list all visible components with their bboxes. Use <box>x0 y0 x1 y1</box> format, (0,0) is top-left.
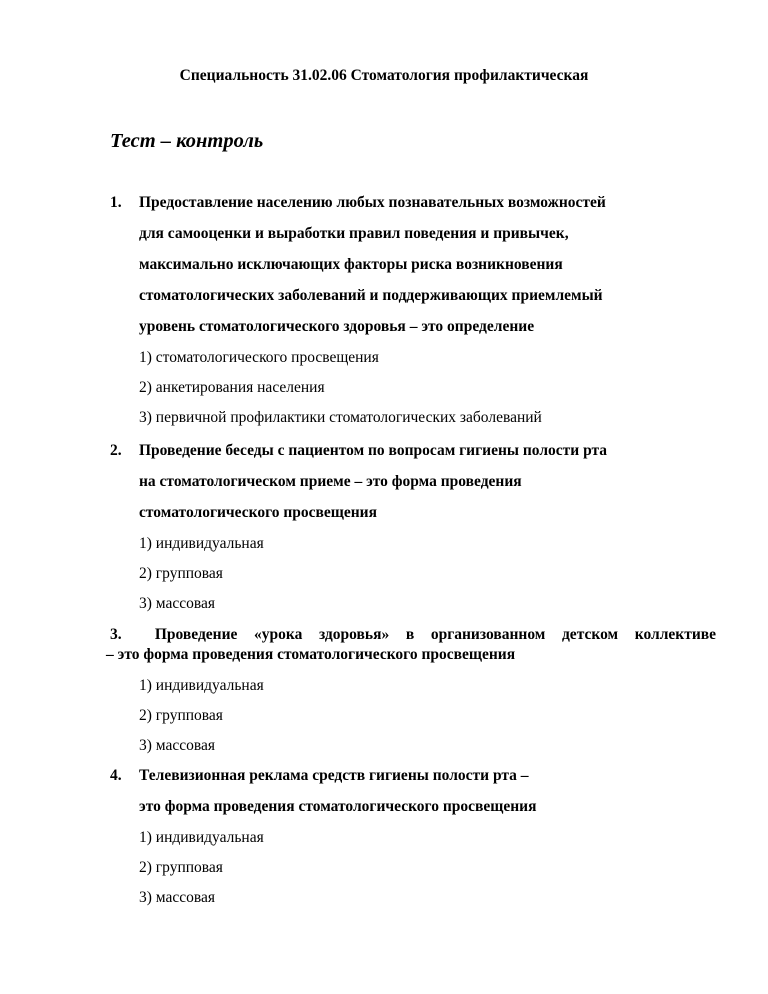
question-2 <box>110 441 720 624</box>
question-line <box>110 503 720 534</box>
question-text: для самооценки и выработки правил поведения и привычек, <box>139 225 569 242</box>
question-number: 4. <box>110 767 122 784</box>
question-text: стоматологических заболеваний и поддерживающих приемлемый <box>139 287 603 304</box>
question-line <box>110 255 720 286</box>
answer-option: 1) стоматологического просвещения <box>139 349 379 366</box>
answer-option: 3) массовая <box>139 737 216 754</box>
question-line-text: – это форма проведения стоматологического просвещения <box>106 646 516 663</box>
answer-option: 3) первичной профилактики стоматологических заболеваний <box>139 409 542 426</box>
question-line <box>110 317 720 348</box>
specialty-heading: Специальность 31.02.06 Стоматология профилактическая <box>179 67 589 84</box>
question-text: стоматологического просвещения <box>139 504 378 521</box>
question-3 <box>106 625 720 766</box>
answer-option: 2) анкетирования населения <box>139 379 325 396</box>
question-line <box>110 441 720 472</box>
question-number: 2. <box>110 442 122 459</box>
question-text: Предоставление населению любых познавательных возможностей <box>139 194 606 211</box>
question-number: 1. <box>110 194 122 211</box>
answer-option: 2) групповая <box>139 707 223 724</box>
question-line <box>110 472 720 503</box>
question-line <box>110 224 720 255</box>
answer-option: 1) индивидуальная <box>139 677 264 694</box>
question-line <box>110 797 720 828</box>
answer-option: 3) массовая <box>139 889 216 906</box>
question-line <box>110 193 720 224</box>
question-text <box>106 625 717 665</box>
question-text: Проведение беседы с пациентом по вопросам гигиены полости рта <box>139 442 608 459</box>
question-number: 3. <box>110 626 122 643</box>
test-title: Тест – контроль <box>110 130 264 152</box>
answer-option: 1) индивидуальная <box>139 535 264 552</box>
question-line <box>110 286 720 317</box>
question-line <box>110 625 716 645</box>
question-text: на стоматологическом приеме – это форма проведения <box>139 473 522 490</box>
question-text: максимально исключающих факторы риска возникновения <box>139 256 563 273</box>
question-text: это форма проведения стоматологического просвещения <box>139 798 537 815</box>
answer-option: 2) групповая <box>139 565 223 582</box>
question-1 <box>110 193 720 438</box>
question-line <box>110 766 720 797</box>
question-line-text: Проведение «урока здоровья» в организованном детском коллективе <box>154 626 717 643</box>
question-4 <box>110 766 720 918</box>
answer-option: 2) групповая <box>139 859 223 876</box>
answer-option: 1) индивидуальная <box>139 829 264 846</box>
question-text: уровень стоматологического здоровья – это определение <box>139 318 535 335</box>
answer-option: 3) массовая <box>139 595 216 612</box>
question-text: Телевизионная реклама средств гигиены полости рта – <box>139 767 529 784</box>
